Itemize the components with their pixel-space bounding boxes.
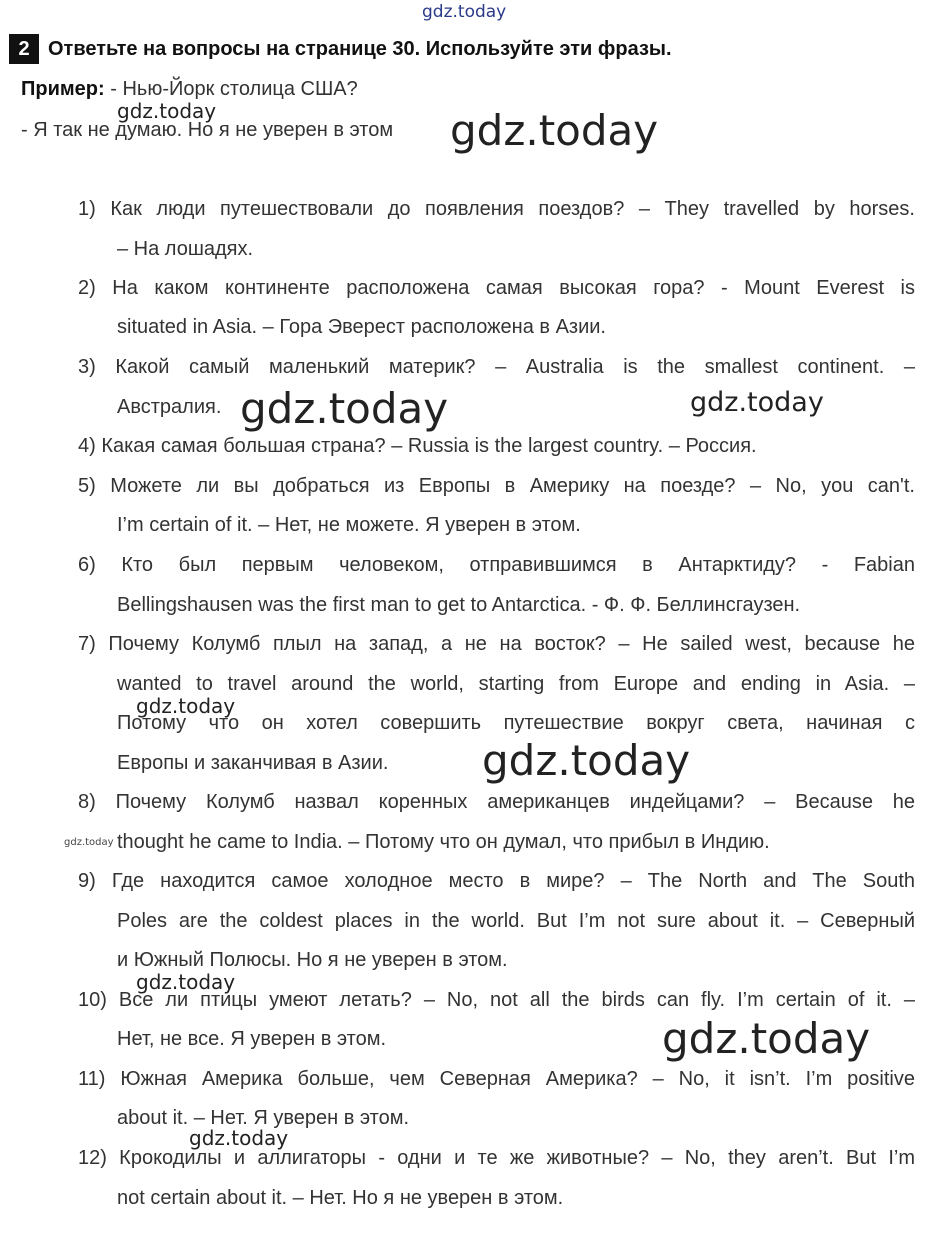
watermark: gdz.today [690,387,824,418]
answer-4-line-1: 4) Какая самая большая страна? – Russia is the largest country. – Россия. [78,435,757,457]
answer-5-line-2: I’m certain of it. – Нет, не можете. Я уверен в этом. [117,514,581,536]
answer-7-line-3: Потому что он хотел совершить путешествие вокруг света, начиная с [117,712,915,734]
example-answer: - Я так не думаю. Но я не уверен в этом [21,119,394,141]
example-question [21,78,358,101]
watermark: gdz.today [189,1126,289,1150]
answer-7-line-4: Европы и заканчивая в Азии. [117,752,389,774]
answer-1-line-2: – На лошадях. [117,238,254,260]
answer-7-line-2: wanted to travel around the world, starting from Europe and ending in Asia. – [117,673,915,695]
watermark: gdz.today [117,99,217,123]
watermark: gdz.today [662,1014,871,1063]
answer-9-line-1: 9) Где находится самое холодное место в мире? – The North and The South [78,870,915,892]
example-question-text: - Нью-Йорк столица США? [104,78,358,100]
example-label: Пример: [21,78,105,100]
answer-8-line-1: 8) Почему Колумб назвал коренных американцев индейцами? – Because he [78,791,915,813]
watermark: gdz.today [482,736,691,785]
answer-1-line-1: 1) Как люди путешествовали до появления поездов? – They travelled by horses. [78,198,915,220]
watermark: gdz.today [136,694,236,718]
answer-11-line-2: about it. – Нет. Я уверен в этом. [117,1107,410,1129]
answer-10-line-2: Нет, не все. Я уверен в этом. [117,1028,387,1050]
answer-3-line-1: 3) Какой самый маленький материк? – Australia is the smallest continent. – [78,356,915,378]
answer-9-line-2: Poles are the coldest places in the world. But I’m not sure about it. – Северный [117,910,915,932]
task-number-badge: 2 [9,34,39,64]
answer-7-line-1: 7) Почему Колумб плыл на запад, а не на восток? – He sailed west, because he [78,633,915,655]
answer-11-line-1: 11) Южная Америка больше, чем Северная Америка? – No, it isn’t. I’m positive [78,1068,915,1090]
answer-12-line-1: 12) Крокодилы и аллигаторы - одни и те же животные? – No, they aren’t. But I’m [78,1147,915,1169]
watermark-top: gdz.today [422,2,507,22]
answer-12-line-2: not certain about it. – Нет. Но я не уверен в этом. [117,1187,564,1209]
answer-2-line-1: 2) На каком континенте расположена самая высокая гора? - Mount Everest is [78,277,915,299]
answer-6-line-1: 6) Кто был первым человеком, отправившимся в Антарктиду? - Fabian [78,554,915,576]
answer-6-line-2: Bellingshausen was the first man to get to Antarctica. - Ф. Ф. Беллинсгаузен. [117,594,801,616]
watermark: gdz.today [64,837,114,848]
answer-10-line-1: 10) Все ли птицы умеют летать? – No, not all the birds can fly. I’m certain of it. – [78,989,915,1011]
watermark: gdz.today [136,970,236,994]
task-title: Ответьте на вопросы на странице 30. Используйте эти фразы. [48,37,672,60]
answer-3-line-2: Австралия. [117,396,222,418]
watermark: gdz.today [240,384,449,433]
answer-5-line-1: 5) Можете ли вы добраться из Европы в Америку на поезде? – No, you can't. [78,475,915,497]
watermark: gdz.today [450,106,659,155]
answer-8-line-2: thought he came to India. – Потому что он думал, что прибыл в Индию. [117,831,770,853]
answer-2-line-2: situated in Asia. – Гора Эверест расположена в Азии. [117,316,606,338]
answer-9-line-3: и Южный Полюсы. Но я не уверен в этом. [117,949,508,971]
task-header [9,34,672,64]
